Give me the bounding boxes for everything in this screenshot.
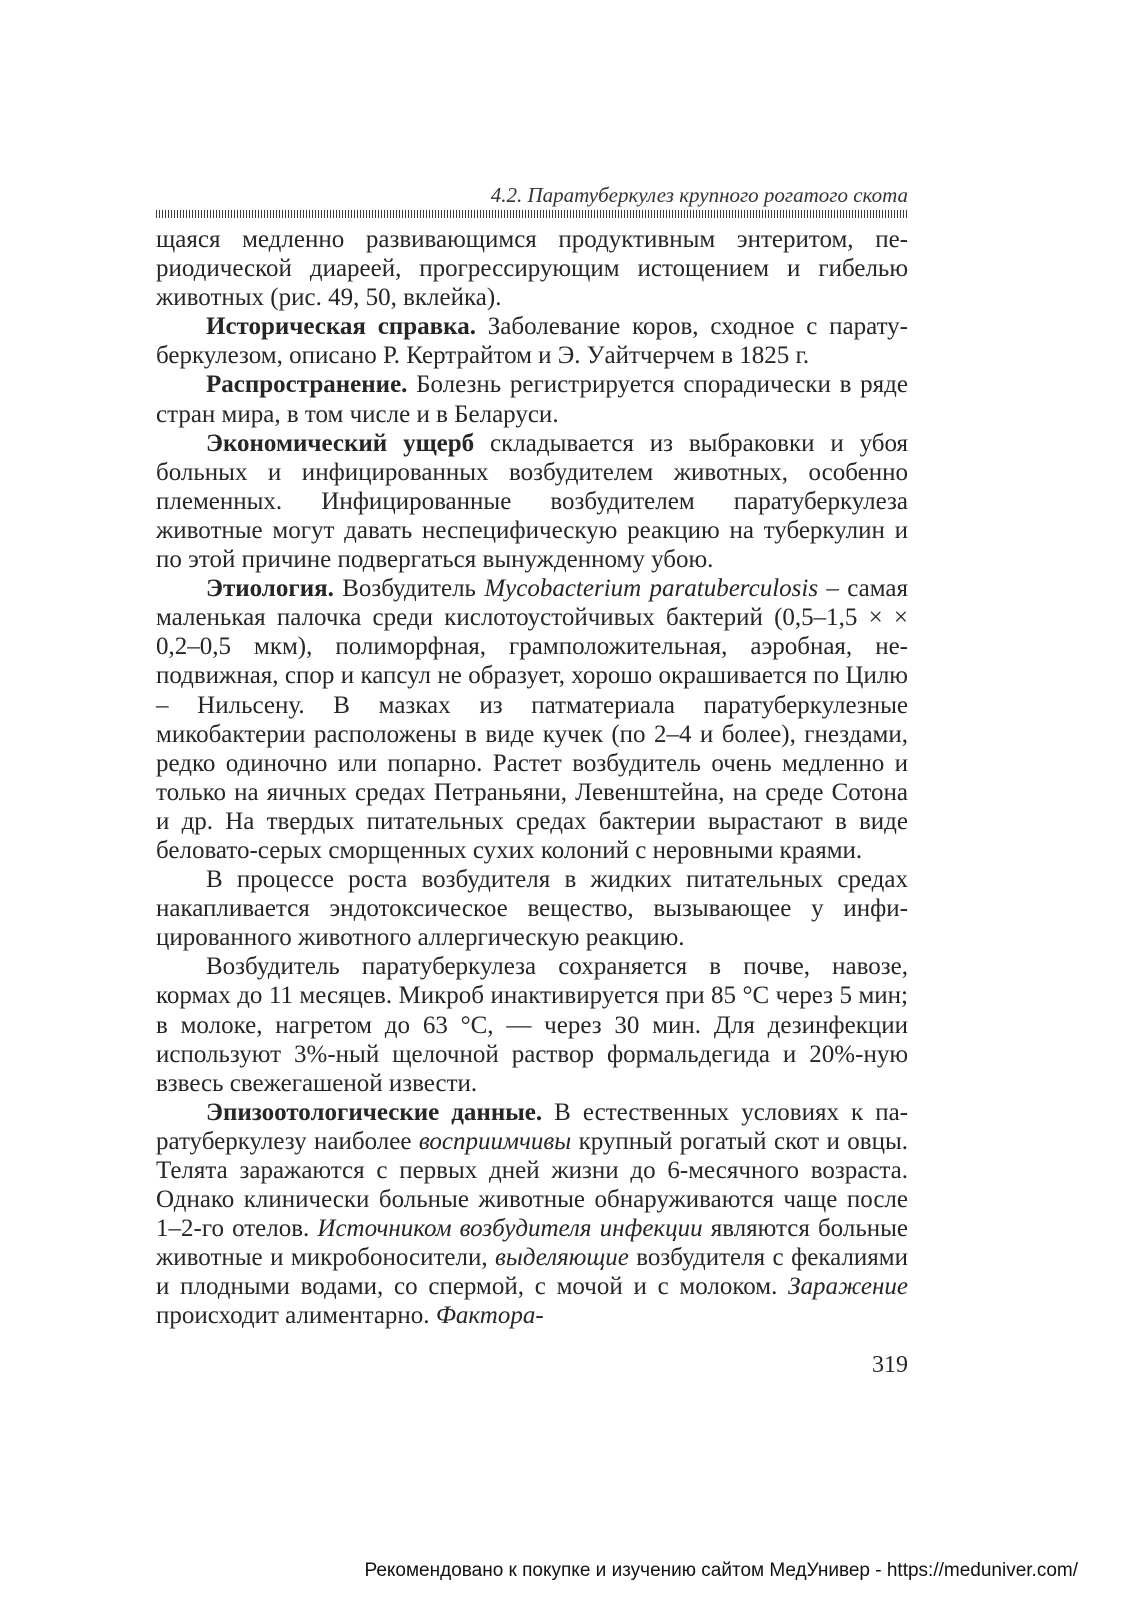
paragraph-epizootology: Эпизоотологические данные. В естественных условиях к паратуберкулезу наиболее восприимчивы крупный рогатый скот и овцы. Телята заражаются с первых дней жизни до 6-месячного возраста. Однако клинически больные животные обнаруживаются чаще после 1–2-го отелов. Источником возбудителя инфекции являются больные животные и микробоносители, выделяющие возбудителя с фекалиями и плодными водами, со спермой, с мочой и с молоком. Заражение происходит алиментарно. Фактора- bbox=[156, 1098, 909, 1330]
heading-history: Историческая справка. bbox=[206, 313, 476, 341]
heading-epizootology: Эпизоотологические данные. bbox=[206, 1098, 543, 1126]
paragraph-etiology: Этиология. Возбудитель Mycobacterium paratuberculosis – самая маленькая палочка среди кислотоустойчивых бактерий (0,5–1,5 × × 0,2–0,5 мкм), полиморфная, грамположительная, аэробная, неподвижная, спор и капсул не образует, хорошо окрашивается по Цилю – Нильсену. В мазках из патматериала паратуберкулезные микобактерии расположены в виде кучек (по 2–4 и более), гнездами, редко одиночно или попарно. Растет возбудитель очень медленно и только на яичных средах Петраньяни, Левенштейна, на среде Сотона и др. На твердых питательных средах бактерии вырастают в виде беловато-серых сморщенных сухих колоний с неровными краями. bbox=[156, 575, 908, 864]
footer-recommendation: Рекомендовано к покупке и изучению сайтом МедУнивер - https://meduniver.com/ bbox=[364, 1560, 1078, 1581]
header-rule bbox=[156, 210, 908, 218]
heading-etiology: Этиология. bbox=[206, 575, 334, 603]
body-text bbox=[156, 225, 908, 1331]
running-head: 4.2. Паратуберкулез крупного рогатого скота bbox=[490, 183, 908, 207]
paragraph-economic-damage: Экономический ущерб складывается из выбраковки и убоя больных и инфицированных возбудителем животных, особенно племенных. Инфицированные возбудителем паратуберкулеза животные могут давать неспецифическую реакцию на туберкулин и по этой причине подвергаться вынужденному убою. bbox=[156, 429, 908, 574]
paragraph-resistance: Возбудитель паратуберкулеза сохраняется в почве, навозе, кормах до 11 месяцев. Микроб инактивируется при 85 °С через 5 мин; в молоке, нагретом до 63 °С, — через 30 мин. Для дезинфекции используют 3%-ный щелочной раствор формальдегида и 20%-ную взвесь свежегашеной извести. bbox=[156, 953, 908, 1097]
page-number: 319 bbox=[872, 1352, 908, 1378]
paragraph-intro: щаяся медленно развивающимся продуктивным энтеритом, периодической диареей, прогрессирующим истощением и гибелью животных (рис. 49, 50, вклейка). bbox=[156, 226, 908, 312]
paragraph-distribution: Распространение. Болезнь регистрируется спорадически в ряде стран мира, в том числе и в Беларуси. bbox=[156, 371, 908, 428]
paragraph-endotoxin: В процессе роста возбудителя в жидких питательных средах накапливается эндотоксическое вещество, вызывающее у инфицированного животного аллергическую реакцию. bbox=[156, 866, 908, 952]
paragraph-history: Историческая справка. Заболевание коров, сходное с паратуберкулезом, описано Р. Кертрайтом и Э. Уайтчерчем в 1825 г. bbox=[156, 313, 908, 370]
heading-economic-damage: Экономический ущерб bbox=[206, 429, 475, 457]
heading-distribution: Распространение. bbox=[206, 371, 408, 399]
species-name: Mycobacterium paratuberculosis bbox=[484, 575, 819, 603]
